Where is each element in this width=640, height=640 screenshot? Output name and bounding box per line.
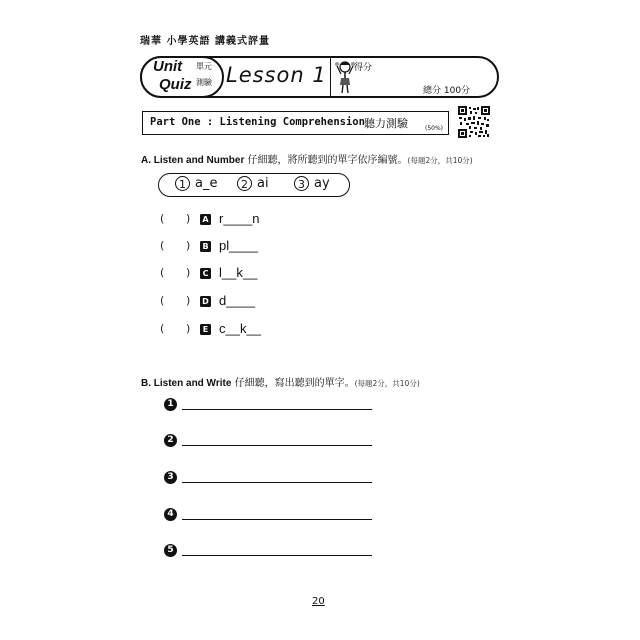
item-number-badge: 2 <box>164 434 177 447</box>
item-word: r____n <box>219 211 260 226</box>
item-word: pl____ <box>219 238 259 253</box>
answer-line <box>182 445 372 446</box>
item-letter-badge: C <box>200 268 211 279</box>
item-letter-badge: B <box>200 241 211 252</box>
choice-text: a_e <box>195 176 218 191</box>
section-b-note: (每題2分，共10分) <box>354 379 420 388</box>
answer-line <box>182 482 372 483</box>
part-one-title: Part One : Listening Comprehension <box>150 116 365 128</box>
choice-text: ai <box>257 176 269 191</box>
item-number-badge: 4 <box>164 508 177 521</box>
answer-paren-close: ) <box>186 294 191 307</box>
part-one-title-cn: 聽力測驗 <box>364 117 408 130</box>
choice-2 <box>237 176 269 191</box>
answer-line <box>182 409 372 410</box>
choice-text: ay <box>314 176 330 191</box>
total-score-label: 總分 100分 <box>423 86 471 96</box>
item-number-badge: 3 <box>164 471 177 484</box>
danyuan-label: 單元 <box>196 62 212 71</box>
section-b-instruction: 仔細聽，寫出聽到的單字。 <box>234 378 355 389</box>
item-word: d____ <box>219 293 256 308</box>
answer-paren-open: ( <box>160 322 165 335</box>
item-letter-badge: E <box>200 324 211 335</box>
answer-paren-close: ) <box>186 322 191 335</box>
unit-label: Unit <box>153 58 183 75</box>
page-number: 20 <box>312 596 325 607</box>
answer-paren-open: ( <box>160 266 165 279</box>
answer-line <box>182 519 372 520</box>
section-b-title <box>141 374 420 389</box>
answer-paren-close: ) <box>186 239 191 252</box>
banner-divider <box>330 58 331 96</box>
choice-3 <box>294 176 330 191</box>
qr-code-icon <box>458 106 490 138</box>
answer-paren-open: ( <box>160 212 165 225</box>
answer-paren-open: ( <box>160 239 165 252</box>
section-a-instruction: 仔細聽，將所聽到的單字依序編號。 <box>247 155 408 166</box>
choice-number: 1 <box>175 176 190 191</box>
item-letter-badge: A <box>200 214 211 225</box>
item-letter-badge: D <box>200 296 211 307</box>
choice-number: 3 <box>294 176 309 191</box>
score-label: 得分 <box>354 63 373 73</box>
part-one-percent: (50%) <box>425 125 444 132</box>
answer-paren-close: ) <box>186 212 191 225</box>
item-number-badge: 5 <box>164 544 177 557</box>
book-header: 瑞華 小學英語 講義式評量 <box>140 36 270 47</box>
answer-paren-open: ( <box>160 294 165 307</box>
item-word: l__k__ <box>219 265 258 280</box>
answer-line <box>182 555 372 556</box>
choice-number: 2 <box>237 176 252 191</box>
choice-1 <box>175 176 217 191</box>
lesson-title: Lesson 1 <box>226 63 327 87</box>
section-a-title <box>141 151 473 166</box>
quiz-label: Quiz <box>159 76 192 93</box>
section-a-label: A. Listen and Number <box>141 155 245 166</box>
section-a-note: (每題2分，共10分) <box>407 156 473 165</box>
item-word: c__k__ <box>219 321 261 336</box>
cece-label: 測驗 <box>196 78 212 87</box>
student-cheering-icon <box>334 58 356 96</box>
answer-paren-close: ) <box>186 266 191 279</box>
item-number-badge: 1 <box>164 398 177 411</box>
section-b-label: B. Listen and Write <box>141 378 232 389</box>
